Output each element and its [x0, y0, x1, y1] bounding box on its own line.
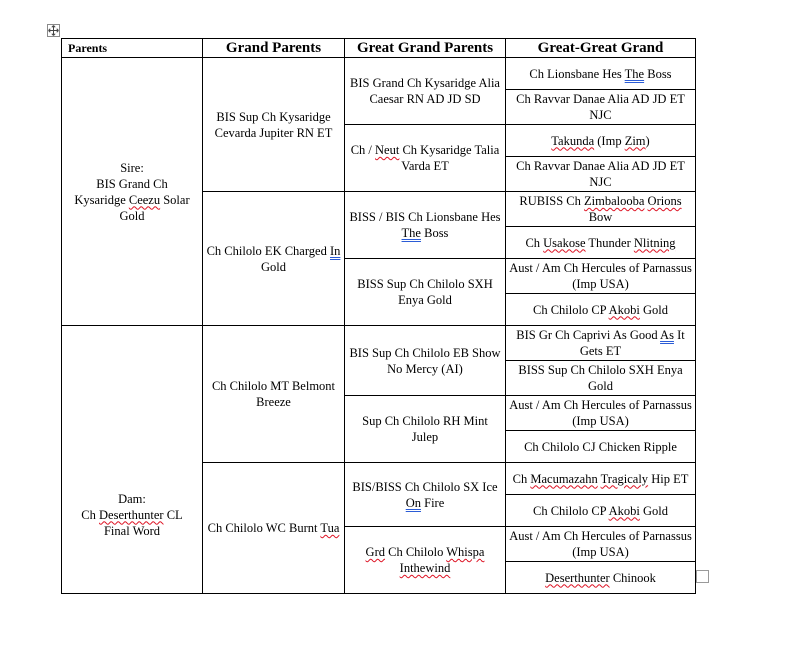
great-grand-parent-3: BISS / BIS Ch Lionsbane Hes The Boss [345, 192, 506, 259]
move-arrows-icon [48, 25, 59, 36]
great-great-11: Aust / Am Ch Hercules of Parnassus (Imp USA) [506, 396, 696, 431]
great-great-12: Ch Chilolo CJ Chicken Ripple [506, 431, 696, 463]
dam-label: Dam: [118, 491, 146, 506]
dam-name-line3: Final Word [103, 523, 161, 538]
great-great-5: RUBISS Ch Zimbalooba Orions Bow [506, 192, 696, 227]
great-great-7: Aust / Am Ch Hercules of Parnassus (Imp USA) [506, 259, 696, 294]
grand-parent-4: Ch Chilolo WC Burnt Tua [203, 463, 345, 594]
grand-parent-2: Ch Chilolo EK Charged In Gold [203, 192, 345, 326]
great-great-4: Ch Ravvar Danae Alia AD JD ET NJC [506, 157, 696, 192]
great-grand-parent-5: BIS Sup Ch Chilolo EB Show No Mercy (AI) [345, 326, 506, 396]
great-grand-parent-1: BIS Grand Ch Kysaridge Alia Caesar RN AD JD SD [345, 58, 506, 125]
great-great-1: Ch Lionsbane Hes The Boss [506, 58, 696, 90]
great-grand-parent-4: BISS Sup Ch Chilolo SXH Enya Gold [345, 259, 506, 326]
grand-parent-1: BIS Sup Ch Kysaridge Cevarda Jupiter RN ET [203, 58, 345, 192]
table-resize-handle[interactable] [696, 570, 709, 583]
dam-name-line2: Ch Deserthunter CL [81, 507, 183, 522]
sire-name-line4: Gold [119, 208, 145, 223]
header-parents: Parents [62, 39, 203, 58]
pedigree-table [61, 38, 696, 594]
great-great-15: Aust / Am Ch Hercules of Parnassus (Imp USA) [506, 527, 696, 562]
great-grand-parent-2: Ch / Neut Ch Kysaridge Talia Varda ET [345, 125, 506, 192]
sire-label: Sire: [120, 160, 144, 175]
header-grand-parents: Grand Parents [203, 39, 345, 58]
great-great-9: BIS Gr Ch Caprivi As Good As It Gets ET [506, 326, 696, 361]
sire-name-line2: BIS Grand Ch [96, 176, 168, 191]
great-grand-parent-7: BIS/BISS Ch Chilolo SX Ice On Fire [345, 463, 506, 527]
great-great-10: BISS Sup Ch Chilolo SXH Enya Gold [506, 361, 696, 396]
great-great-14: Ch Chilolo CP Akobi Gold [506, 495, 696, 527]
header-row [62, 39, 696, 58]
great-grand-parent-6: Sup Ch Chilolo RH Mint Julep [345, 396, 506, 463]
sire-name-line3: Kysaridge Ceezu Solar [74, 192, 190, 207]
grand-parent-3: Ch Chilolo MT Belmont Breeze [203, 326, 345, 463]
great-great-3: Takunda (Imp Zim) [506, 125, 696, 157]
header-great-great-grand: Great-Great Grand [506, 39, 696, 58]
great-great-8: Ch Chilolo CP Akobi Gold [506, 294, 696, 326]
great-great-13: Ch Macumazahn Tragicaly Hip ET [506, 463, 696, 495]
table-move-handle[interactable] [47, 24, 60, 37]
great-great-6: Ch Usakose Thunder Nlitning [506, 227, 696, 259]
dam-cell [62, 326, 203, 594]
great-grand-parent-8: Grd Ch Chilolo Whispa Inthewind [345, 527, 506, 594]
great-great-16: Deserthunter Chinook [506, 562, 696, 594]
sire-cell [62, 58, 203, 326]
great-great-2: Ch Ravvar Danae Alia AD JD ET NJC [506, 90, 696, 125]
header-great-grand-parents: Great Grand Parents [345, 39, 506, 58]
